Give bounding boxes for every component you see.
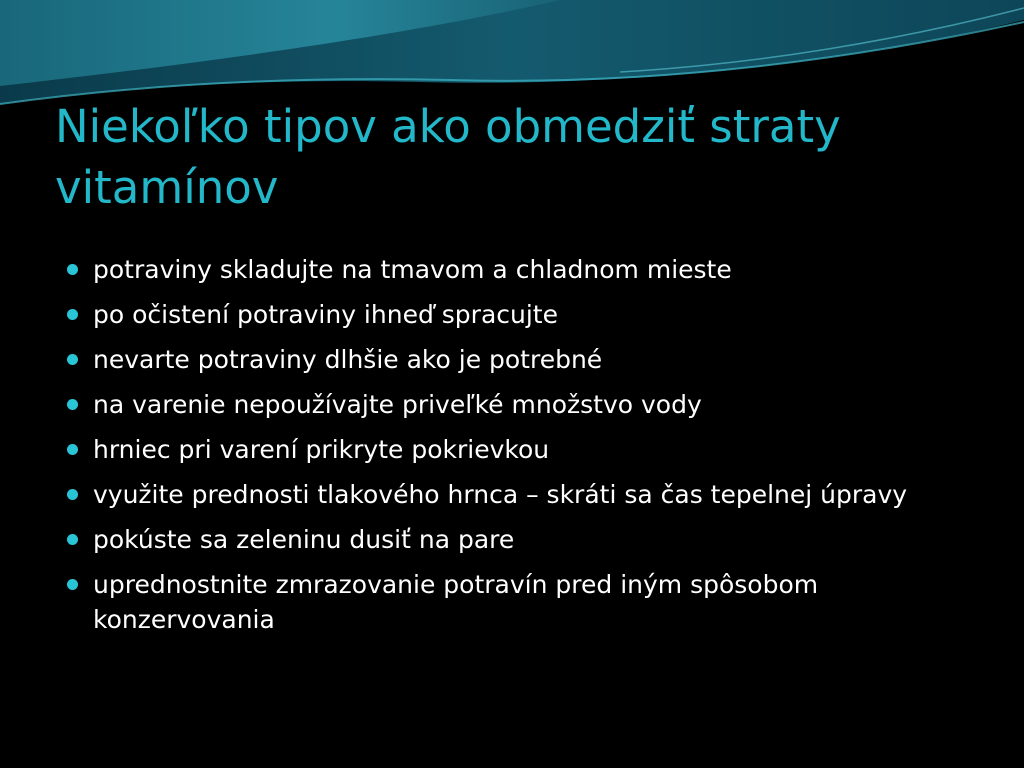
bullet-text: na varenie nepoužívajte priveľké množstvo vody bbox=[93, 390, 702, 419]
bullet-dot-icon bbox=[67, 444, 78, 455]
bullet-dot-icon bbox=[67, 399, 78, 410]
bullet-dot-icon bbox=[67, 489, 78, 500]
bullet-text: nevarte potraviny dlhšie ako je potrebné bbox=[93, 345, 603, 374]
bullet-text: hrniec pri varení prikryte pokrievkou bbox=[93, 435, 550, 464]
bullet-item bbox=[66, 567, 946, 637]
bullet-list bbox=[66, 252, 946, 647]
bullet-item bbox=[66, 297, 946, 332]
bullet-text: uprednostnite zmrazovanie potravín pred iným spôsobom konzervovania bbox=[93, 570, 819, 634]
bullet-text: po očistení potraviny ihneď spracujte bbox=[93, 300, 558, 329]
slide-title: Niekoľko tipov ako obmedziť straty vitamínov bbox=[55, 100, 841, 214]
bullet-text: pokúste sa zeleninu dusiť na pare bbox=[93, 525, 515, 554]
bullet-dot-icon bbox=[67, 534, 78, 545]
bullet-item bbox=[66, 432, 946, 467]
bullet-item bbox=[66, 477, 946, 512]
bullet-item bbox=[66, 522, 946, 557]
bullet-item bbox=[66, 252, 946, 287]
bullet-item bbox=[66, 387, 946, 422]
bullet-dot-icon bbox=[67, 264, 78, 275]
bullet-dot-icon bbox=[67, 579, 78, 590]
bullet-item bbox=[66, 342, 946, 377]
bullet-text: využite prednosti tlakového hrnca – skráti sa čas tepelnej úpravy bbox=[93, 480, 908, 509]
bullet-dot-icon bbox=[67, 309, 78, 320]
bullet-text: potraviny skladujte na tmavom a chladnom mieste bbox=[93, 255, 732, 284]
bullet-dot-icon bbox=[67, 354, 78, 365]
